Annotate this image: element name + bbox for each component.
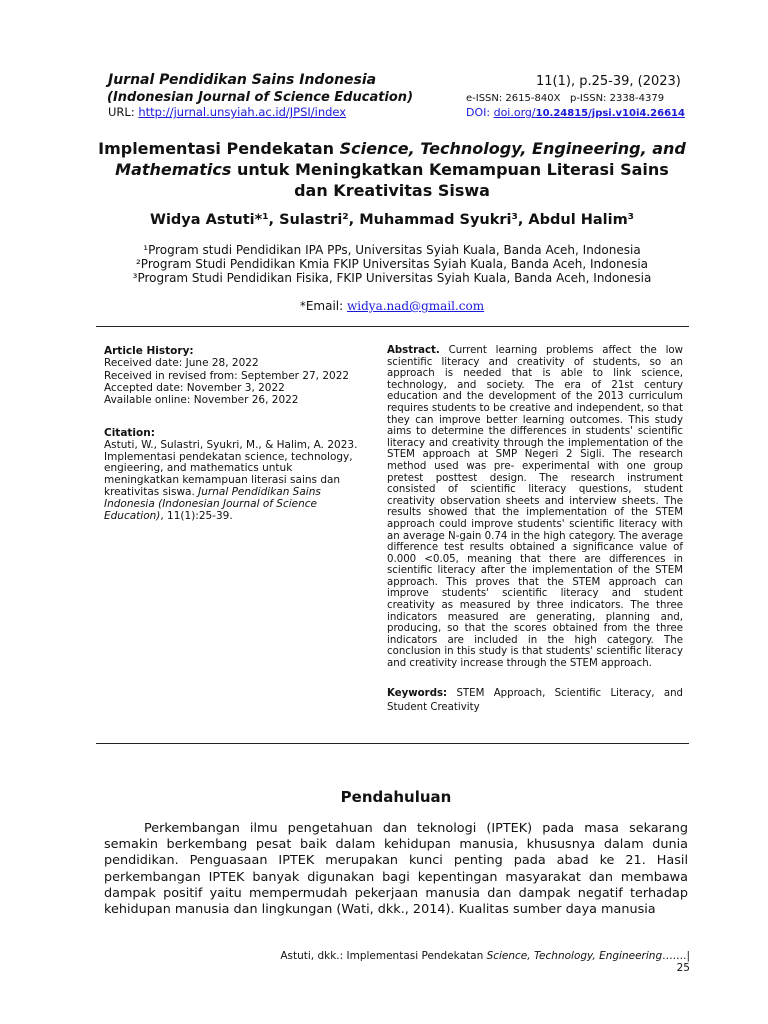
history-heading: Article History: <box>104 345 194 357</box>
issn-line: e-ISSN: 2615-840X p-ISSN: 2338-4379 <box>466 93 665 104</box>
corresponding-email <box>96 299 688 313</box>
email-label: *Email: <box>299 299 347 313</box>
doi-label: DOI: <box>466 106 491 119</box>
divider-bottom <box>96 743 689 744</box>
citation-heading: Citation: <box>104 427 155 439</box>
accepted-date: Accepted date: November 3, 2022 <box>104 381 285 394</box>
page-footer <box>270 950 690 974</box>
abstract-text: Current learning problems affect the low scientific literacy and creativity of students, so an approach is needed that is able to link science, technology, and society. The era of 21st century education and the development of the 2013 curriculum requires students to be creative and independent, so that they can improve better learning outcomes. This study aims to determine the differences in students' scientific literacy and creativity through the implementation of the STEM approach at SMP Negeri 2 Sigli. The research method used was pre- experimental with one group pretest posttest design. The research instrument consisted of scientific literacy questions, student creativity observation sheets and interview sheets. The results showed that the implementation of the STEM approach could improve students' scientific literacy with an average N-gain 0.74 in the high category. The average difference test results obtained a significance value of 0.000 <0.05, meaning that there are differences in scientific literacy after the implementation of the STEM approach. This proves that the STEM approach can improve students' scientific literacy and student creativity as measured by three indicators. The three indicators measured are generating, planning and, producing, so that the scores obtained from the three indicators are included in the high category. The conclusion in this study is that students' scientific literacy and creativity increase through the STEM approach. <box>387 345 683 670</box>
citation <box>104 428 359 522</box>
citation-text <box>104 440 359 523</box>
keywords <box>387 687 683 714</box>
title-part-3: untuk Meningkatkan Kemampuan Literasi Sains dan Kreativitas Siswa <box>231 160 669 200</box>
doi-id: 10.24815/jpsi.v10i4.26614 <box>535 108 685 119</box>
affiliation-1: ¹Program studi Pendidikan IPA PPs, Universitas Syiah Kuala, Banda Aceh, Indonesia <box>143 243 641 257</box>
doi-link[interactable] <box>494 106 685 119</box>
article-title <box>96 138 688 201</box>
affiliation-2: ²Program Studi Pendidikan Kmia FKIP Universitas Syiah Kuala, Banda Aceh, Indonesia <box>135 257 649 271</box>
footer-prefix: Astuti, dkk.: Implementasi Pendekatan <box>280 950 487 962</box>
volume-pages: 11(1), p.25-39, (2023) <box>536 74 681 89</box>
citation-journal: Jurnal Pendidikan Sains Indonesia (Indonesian Journal of Science Education) <box>104 485 321 522</box>
divider-top <box>96 326 689 327</box>
affiliation-3: ³Program Studi Pendidikan Fisika, FKIP Universitas Syiah Kuala, Banda Aceh, Indonesia <box>132 271 652 285</box>
doi-prefix: doi.org/ <box>493 106 536 119</box>
keywords-label: Keywords: <box>387 688 448 699</box>
email-link[interactable]: widya.nad@gmail.com <box>347 299 485 313</box>
journal-name-english: (Indonesian Journal of Science Education) <box>107 90 414 105</box>
citation-text-1: Astuti, W., Sulastri, Syukri, M., & Halim, A. 2023. Implementasi pendekatan science, technology, engieering, and mathematics untuk meningkatkan kemampuan literasi sains dan kreativitas siswa. <box>104 438 358 498</box>
received-date: Received date: June 28, 2022 <box>104 357 259 370</box>
online-date: Available online: November 26, 2022 <box>104 394 299 407</box>
title-part-2: Science, Technology, Engineering, and Mathematics <box>115 139 686 179</box>
revised-date: Received in revised from: September 27, 2022 <box>104 369 350 382</box>
page-number: 25 <box>676 962 690 974</box>
footer-italic: Science, Technology, Engineering <box>486 950 663 962</box>
citation-text-2: , 11(1):25-39. <box>160 509 233 522</box>
abstract <box>387 345 683 670</box>
article-history <box>104 345 354 406</box>
journal-name: Jurnal Pendidikan Sains Indonesia <box>108 72 377 88</box>
doi-line <box>466 106 685 119</box>
journal-url-line <box>108 105 346 119</box>
section-heading: Pendahuluan <box>340 788 452 806</box>
footer-dots: …….| <box>662 950 690 962</box>
abstract-label: Abstract. <box>387 345 440 356</box>
authors: Widya Astuti*¹, Sulastri², Muhammad Syukri³, Abdul Halim³ <box>149 212 635 228</box>
keywords-text: STEM Approach, Scientific Literacy, and Student Creativity <box>387 688 683 713</box>
url-label: URL: <box>108 105 135 119</box>
journal-url-link[interactable]: http://jurnal.unsyiah.ac.id/JPSI/index <box>138 105 347 119</box>
title-part-1: Implementasi Pendekatan <box>98 139 340 158</box>
body-paragraph: Perkembangan ilmu pengetahuan dan teknologi (IPTEK) pada masa sekarang semakin berkembang pesat baik dalam kehidupan manusia, khususnya dalam dunia pendidikan. Penguasaan IPTEK merupakan kunci penting pada abad ke 21. Hasil perkembangan IPTEK banyak digunakan bagi kepentingan masyarakat dan membawa dampak positif yaitu mempermudah pekerjaan manusia dan dampak negatif terhadap kehidupan manusia dan lingkungan (Wati, dkk., 2014). Kualitas sumber daya manusia <box>104 821 688 918</box>
